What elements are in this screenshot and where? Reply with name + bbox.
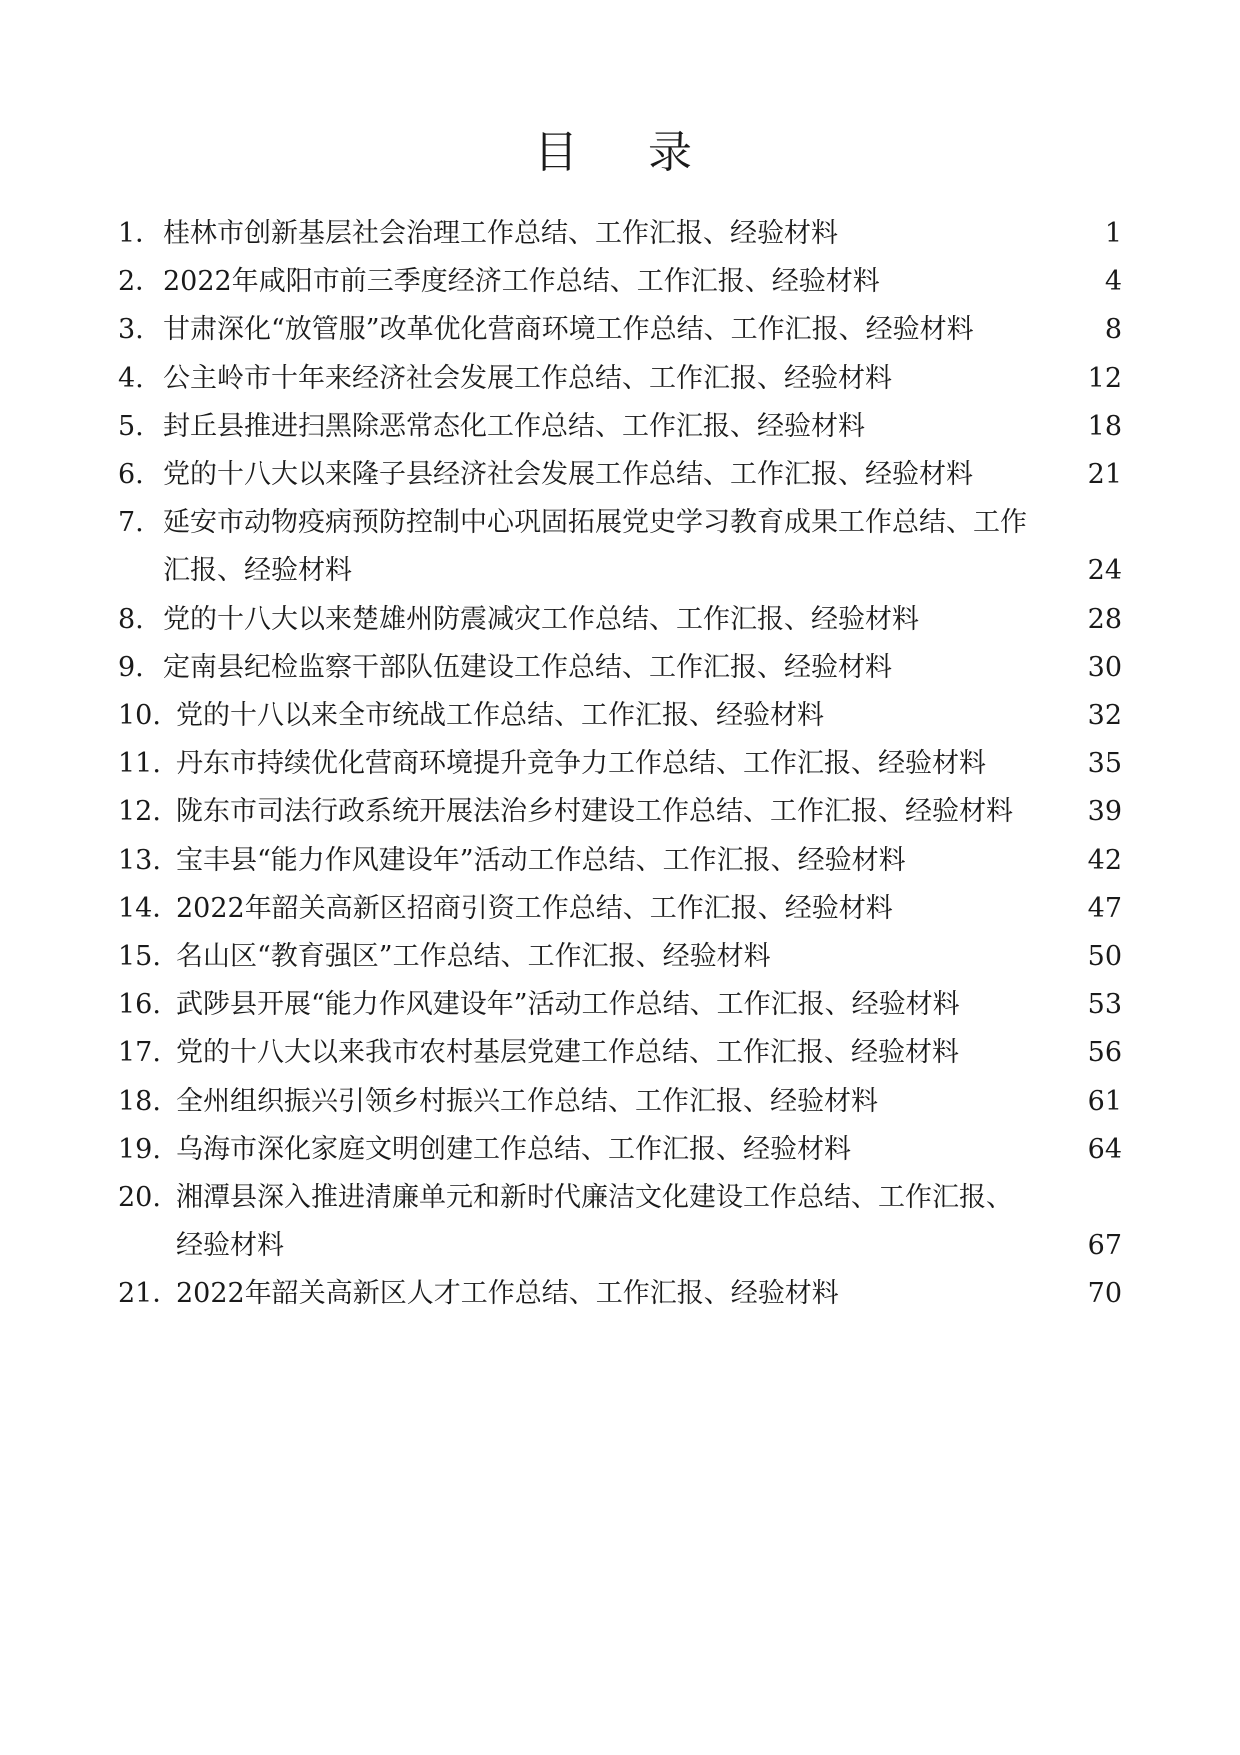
toc-entry-title: 党的十八大以来隆子县经济社会发展工作总结、工作汇报、经验材料 xyxy=(163,459,973,490)
toc-entry-title: 名山区“教育强区”工作总结、工作汇报、经验材料 xyxy=(176,941,771,972)
toc-entry-number: 9. xyxy=(118,651,144,683)
toc-entry[interactable] xyxy=(0,698,1240,734)
toc-entry-page-number: 64 xyxy=(1087,1133,1122,1165)
toc-entry-page-number: 56 xyxy=(1087,1037,1122,1069)
toc-entry-title: 桂林市创新基层社会治理工作总结、工作汇报、经验材料 xyxy=(163,218,838,249)
toc-entry-title: 甘肃深化“放管服”改革优化营商环境工作总结、工作汇报、经验材料 xyxy=(163,314,974,346)
toc-entry-page-number: 35 xyxy=(1087,748,1122,780)
toc-entry-title: 2022年韶关高新区招商引资工作总结、工作汇报、经验材料 xyxy=(176,892,893,924)
toc-entry-page-number: 1 xyxy=(1104,218,1122,249)
toc-entry-page-number: 32 xyxy=(1087,700,1122,731)
toc-entry-title: 湘潭县深入推进清廉单元和新时代廉洁文化建设工作总结、工作汇报、 xyxy=(176,1182,1013,1213)
toc-entry-title: 党的十八大以来楚雄州防震减灾工作总结、工作汇报、经验材料 xyxy=(163,603,919,635)
toc-entry[interactable] xyxy=(0,409,1240,445)
toc-entry-number: 16. xyxy=(118,989,161,1021)
toc-entry-title: 公主岭市十年来经济社会发展工作总结、工作汇报、经验材料 xyxy=(163,362,892,394)
toc-entry-page-number: 21 xyxy=(1087,459,1122,490)
toc-entry-number: 19. xyxy=(118,1133,161,1165)
toc-entry[interactable] xyxy=(0,457,1240,493)
toc-entry[interactable] xyxy=(0,312,1240,348)
toc-entry-number: 10. xyxy=(118,700,161,731)
toc-entry-number: 4. xyxy=(118,362,144,394)
toc-entry-number: 2． xyxy=(118,266,163,298)
toc-entry-number: 20. xyxy=(118,1182,161,1213)
toc-entry-page-number: 30 xyxy=(1087,651,1122,683)
toc-entry-page-number: 18 xyxy=(1087,410,1122,442)
toc-entry-number: 13. xyxy=(118,844,161,876)
toc-entry-page-number: 53 xyxy=(1087,989,1122,1021)
toc-entry-page-number: 8 xyxy=(1104,314,1122,346)
toc-entry-page-number: 61 xyxy=(1087,1085,1122,1117)
toc-entry[interactable] xyxy=(0,361,1240,397)
toc-entry-page-number: 24 xyxy=(1087,555,1122,587)
toc-entry-title: 乌海市深化家庭文明创建工作总结、工作汇报、经验材料 xyxy=(176,1133,851,1165)
toc-entry[interactable] xyxy=(0,1132,1240,1168)
toc-entry-number: 11. xyxy=(118,748,161,780)
toc-entry[interactable] xyxy=(0,1180,1240,1216)
toc-entry[interactable] xyxy=(0,505,1240,541)
toc-entry-title: 2022年咸阳市前三季度经济工作总结、工作汇报、经验材料 xyxy=(163,266,880,298)
toc-entry-title: 全州组织振兴引领乡村振兴工作总结、工作汇报、经验材料 xyxy=(176,1085,878,1117)
toc-entry-number: 18. xyxy=(118,1085,161,1117)
toc-entry-title: 武陟县开展“能力作风建设年”活动工作总结、工作汇报、经验材料 xyxy=(176,989,960,1021)
toc-entry-number: 12. xyxy=(118,796,161,828)
toc-entry-page-number: 42 xyxy=(1087,844,1122,876)
toc-entry-number: 6. xyxy=(118,459,144,490)
toc-entry-number: 8. xyxy=(118,603,144,635)
toc-entry-title: 汇报、经验材料 xyxy=(163,555,352,587)
toc-entry-number: 1． xyxy=(118,218,163,249)
toc-entry[interactable] xyxy=(0,1228,1240,1264)
toc-entry-title: 丹东市持续优化营商环境提升竞争力工作总结、工作汇报、经验材料 xyxy=(176,748,986,780)
toc-entry-title: 宝丰县“能力作风建设年”活动工作总结、工作汇报、经验材料 xyxy=(176,844,906,876)
toc-entry-page-number: 28 xyxy=(1087,603,1122,635)
toc-entry[interactable] xyxy=(0,746,1240,782)
toc-entry-number: 17. xyxy=(118,1037,161,1069)
toc-entry-title: 封丘县推进扫黑除恶常态化工作总结、工作汇报、经验材料 xyxy=(163,410,865,442)
toc-entry[interactable] xyxy=(0,264,1240,300)
toc-entry-title: 定南县纪检监察干部队伍建设工作总结、工作汇报、经验材料 xyxy=(163,651,892,683)
toc-entry[interactable] xyxy=(0,843,1240,879)
page-title: 目 录 xyxy=(534,127,720,178)
toc-entry-number: 15. xyxy=(118,941,161,972)
toc-entry-page-number: 12 xyxy=(1087,362,1122,394)
toc-entry[interactable] xyxy=(0,1035,1240,1071)
toc-entry-page-number: 70 xyxy=(1087,1278,1122,1310)
toc-entry-page-number: 4 xyxy=(1104,266,1122,298)
toc-entry[interactable] xyxy=(0,553,1240,589)
toc-entry-page-number: 67 xyxy=(1087,1230,1122,1262)
toc-entry-page-number: 39 xyxy=(1087,796,1122,828)
toc-entry[interactable] xyxy=(0,794,1240,830)
toc-entry[interactable] xyxy=(0,1084,1240,1120)
toc-entry-number: 14． xyxy=(118,892,180,924)
toc-entry[interactable] xyxy=(0,987,1240,1023)
toc-entry[interactable] xyxy=(0,939,1240,975)
toc-entry-page-number: 47 xyxy=(1087,892,1122,924)
toc-entry-title: 经验材料 xyxy=(176,1230,284,1262)
toc-entry-page-number: 50 xyxy=(1087,941,1122,972)
toc-entry-title: 延安市动物疫病预防控制中心巩固拓展党史学习教育成果工作总结、工作 xyxy=(163,507,1027,539)
toc-entry[interactable] xyxy=(0,1276,1240,1312)
toc-entry-title: 2022年韶关高新区人才工作总结、工作汇报、经验材料 xyxy=(176,1278,839,1310)
toc-entry[interactable] xyxy=(0,891,1240,927)
toc-entry-number: 3. xyxy=(118,314,144,346)
toc-entry[interactable] xyxy=(0,602,1240,638)
toc-entry-number: 7. xyxy=(118,507,144,539)
toc-entry-number: 5. xyxy=(118,410,144,442)
toc-entry-title: 陇东市司法行政系统开展法治乡村建设工作总结、工作汇报、经验材料 xyxy=(176,796,1013,828)
toc-entry-title: 党的十八大以来我市农村基层党建工作总结、工作汇报、经验材料 xyxy=(176,1037,959,1069)
toc-entry-title: 党的十八以来全市统战工作总结、工作汇报、经验材料 xyxy=(176,700,824,731)
toc-entry[interactable] xyxy=(0,216,1240,252)
toc-entry[interactable] xyxy=(0,650,1240,686)
toc-entry-number: 21． xyxy=(118,1278,180,1310)
